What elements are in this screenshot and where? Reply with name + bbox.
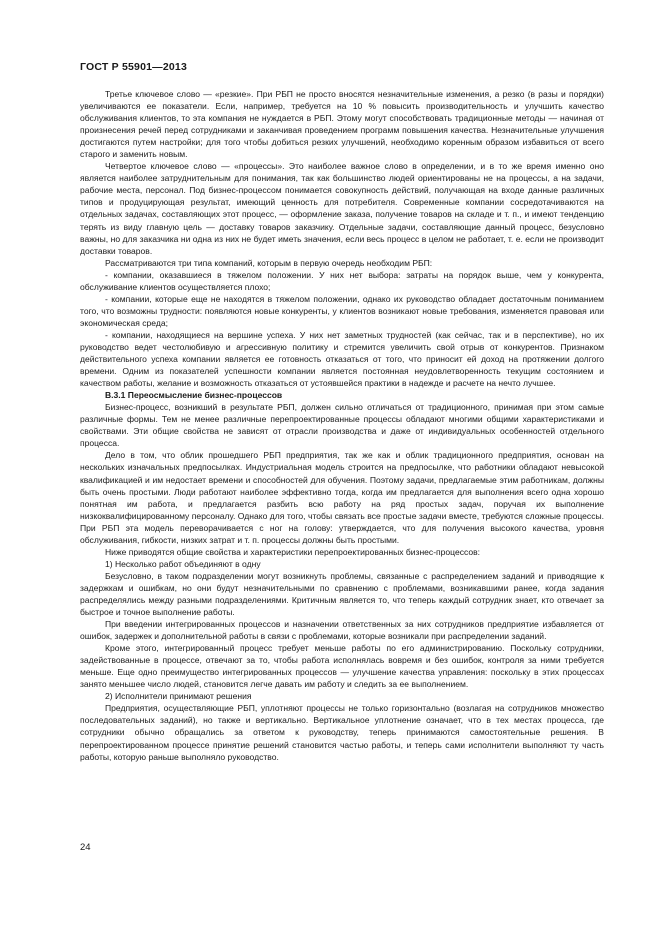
list-heading: 1) Несколько работ объединяют в одну [105,558,261,569]
paragraph: Ниже приводятся общие свойства и характеристики перепроектированных бизнес-процессов: [105,546,481,557]
paragraph: При введении интегрированных процессов и назначении ответственных за них сотрудников предприятие избавляется от ошибок, задержек и дополнительной работы в связи с проблемами, которые возникали при распределении заданий. [80,619,604,642]
paragraph: Рассматриваются три типа компаний, которым в первую очередь необходим РБП: [105,257,433,268]
paragraph: Предприятия, осуществляющие РБП, уплотняют процессы не только горизонтально (возлагая на сотрудников множество последовательных заданий), но также и вертикально. Вертикальное уплотнение означает, что в тех местах процесса, где сотрудники обычно обращались за ответом к руководству, теперь принимаются самостоятельные решения. В перепроектированном процессе принятие решений становится частью работы, и теперь сами исполнители выполняют ту часть работы, которую раньше выполняло руководство. [80,703,604,762]
paragraph: Дело в том, что облик прошедшего РБП предприятия, так же как и облик традиционного предприятия, основан на нескольких изначальных предпосылках. Индустриальная модель строится на предпосылке, что работники обладают невысокой квалификацией и им недостает времени и способностей для обучения. Поэтому задачи, предлагаемые этим работникам, должны быть очень простыми. Люди работают наиболее эффективно тогда, когда им предлагается для выполнения всего одна хорошо понятная им работа, и предлагается разбить всю работу на ряд простых задач, поручая их выполнение низкоквалифицированному персоналу. Однако для того, чтобы связать все простые задачи вместе, требуются сложные процессы. При РБП эта модель переворачивается с ног на голову: утверждается, что для получения высокого качества, уровня обслуживания, гибкости, низких затрат и т. п. процессы должны быть простыми. [80,450,604,545]
paragraph: Третье ключевое слово — «резкие». При РБП не просто вносятся незначительные изменения, а резко (в разы и порядки) увеличиваются ее показатели. Если, например, требуется на 10 % повысить производительность и улучшить качество обслуживания клиентов, то эта компания не нуждается в РБП. Этому могут способствовать традиционные методы — начиная от произнесения речей перед сотрудниками и заканчивая проведением программ повышения качества. Незначительные улучшения достигаются путем настройки; для того чтобы добиться резких улучшений, необходимо коренным образом избавиться от всего старого и заменить новым. [80,89,604,160]
page-body [80,88,604,763]
list-item: - компании, оказавшиеся в тяжелом положении. У них нет выбора: затраты на порядок выше, чем у конкурента, обслуживание клиентов осуществляется плохо; [80,269,604,292]
list-item: - компании, находящиеся на вершине успеха. У них нет заметных трудностей (как сейчас, так и в перспективе), но их руководство ведет честолюбивую и агрессивную политику и стремится увеличить свой отрыв от конкурентов. Признаком действительного успеха компании является ее готовность отказаться от того, что приносит ей доход на протяжении долгого времени. Одним из показателей успешности компании является постоянная неудовлетворенность текущим состоянием и качеством работы, желание и возможность отказаться от устоявшейся практики в надежде и расчете на нечто лучшее. [80,329,604,389]
paragraph: Безусловно, в таком подразделении могут возникнуть проблемы, связанные с распределением заданий и приводящие к задержкам и ошибкам, но они будут незначительными по сравнению с проблемами, возникавшими ранее, когда задания распределялись между разными подразделениями. Критичным является то, что теперь каждый сотрудник знает, кто отвечает за быстрое и точное выполнение работы. [80,570,604,618]
page-header: ГОСТ Р 55901—2013 [80,61,188,73]
list-heading: 2) Исполнители принимают решения [105,691,252,702]
paragraph: Четвертое ключевое слово — «процессы». Это наиболее важное слово в определении, и в то же время именно оно является наиболее затруднительным для понимания, так как большинство людей ориентированы не на процессы, а на задачи, рабочие места, персонал. Под бизнес-процессом понимается совокупность действий, получающая на входе данные различных типов и продуцирующая результат, имеющий ценность для потребителя. Современные компании сосредотачиваются на отдельных задачах, составляющих этот процесс, — оформление заказа, получение товаров на складе и т. п., и имеют тенденцию терять из виду главную цель — доставку товаров заказчику. Отдельные задачи, составляющие данный процесс, безусловно важны, но для заказчика ни одна из них не будет иметь значения, если весь процесс в целом не работает, т. е. если не производит доставки товаров. [80,161,604,256]
paragraph: Бизнес-процесс, возникший в результате РБП, должен сильно отличаться от традиционного, принимая при этом самые различные формы. Тем не менее различные перепроектированные процессы обладают многими общими характеристиками и свойствами. Эти общие свойства не зависят от отрасли производства и даже от индивидуальных особенностей отдельного процесса. [80,402,604,449]
page-number: 24 [80,842,91,853]
list-item: - компании, которые еще не находятся в тяжелом положении, однако их руководство обладает достаточным пониманием того, что возможны трудности: появляются новые конкуренты, у клиентов возникают новые требования, изменяется правовая или экономическая среда; [80,293,604,328]
section-heading: В.3.1 Переосмысление бизнес-процессов [105,390,283,401]
paragraph: Кроме этого, интегрированный процесс требует меньше работы по его администрированию. Поскольку сотрудники, задействованные в процессе, отвечают за то, чтобы работа исполнялась вовремя и без ошибок, контроля за ними требуется меньше. Еще одно преимущество интегрированных процессов — улучшение качества управления: поскольку в этих процессах занято меньшее число людей, становится легче давать им работу и следить за ее выполнением. [80,643,604,690]
